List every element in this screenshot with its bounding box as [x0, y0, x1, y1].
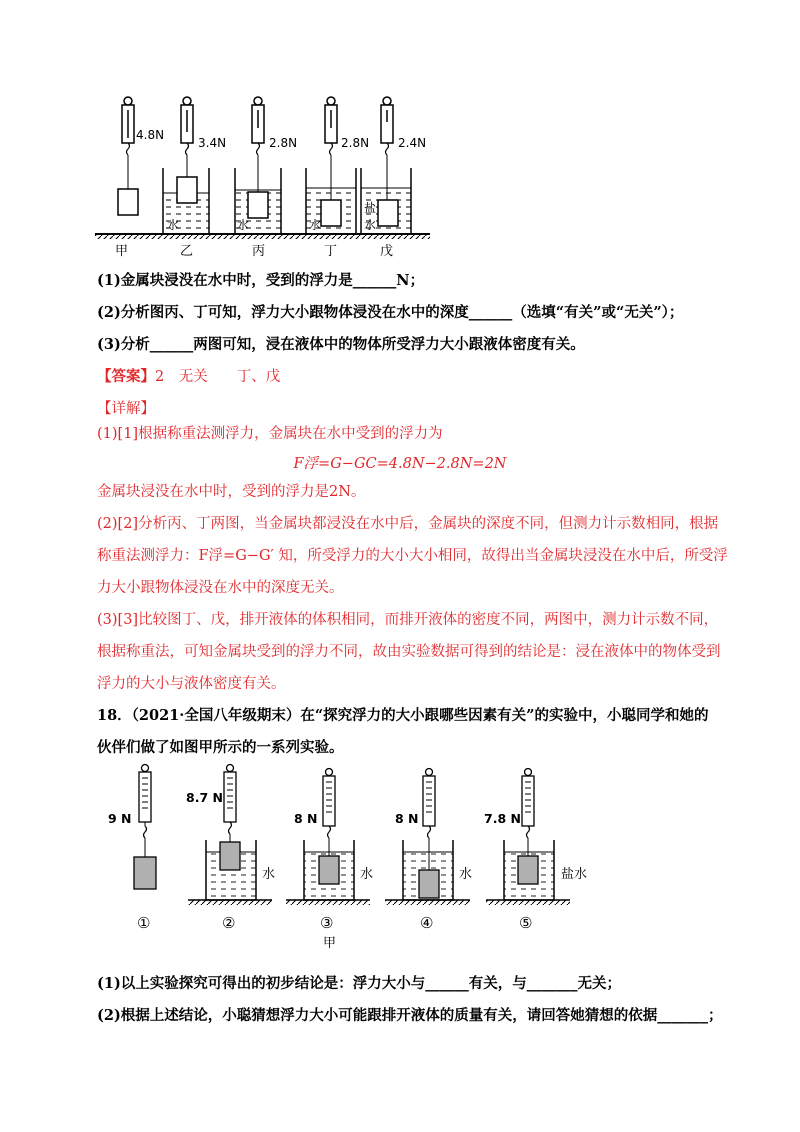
detail-p1b: 金属块浸没在水中时，受到的浮力是2N。: [97, 484, 366, 500]
problem-18-stem-a: 18．（2021·全国八年级期末）在“探究浮力的大小跟哪些因素有关”的实验中，小聪同学和她的: [97, 707, 709, 724]
setup-1: [134, 765, 156, 890]
number-3: ③: [320, 914, 334, 932]
number-1: ①: [137, 914, 151, 932]
liquid-label-2: 水: [262, 867, 276, 882]
liquid-label-5: 盐水: [561, 867, 588, 882]
label-ding: 丁: [324, 244, 338, 259]
figure-1: [95, 92, 445, 262]
formula: F浮=G−GC=4.8N−2.8N=2N: [293, 456, 507, 472]
reading-jia: 4.8N: [136, 128, 165, 142]
question-2-1: (1)以上实验探究可得出的初步结论是：浮力大小与______有关，与_______无关；: [97, 975, 622, 992]
setup-4: [385, 769, 473, 906]
answer-text: 2 无关 丁、戊: [155, 369, 281, 385]
answer-tag: 【答案】: [97, 368, 155, 385]
setup-5: [486, 769, 570, 906]
setup-jia: [118, 97, 138, 215]
reading-2: 8.7 N: [186, 790, 223, 805]
liquid-label-bing: 水: [237, 218, 250, 232]
reading-5: 7.8 N: [484, 811, 521, 826]
label-yi: 乙: [180, 244, 194, 259]
setup-bing: [235, 97, 281, 234]
detail-p1: (1)[1]根据称重法测浮力，金属块在水中受到的浮力为: [97, 426, 443, 442]
detail-p2b: 称重法测浮力：F浮=G−G′ 知，所受浮力的大小大小相同，故得出当金属块浸没在水中后，所受浮: [97, 548, 728, 564]
label-wu: 戊: [380, 244, 394, 259]
label-jia: 甲: [115, 244, 129, 259]
question-2-2: (2)根据上述结论，小聪猜想浮力大小可能跟排开液体的质量有关，请回答她猜想的依据_______；: [97, 1007, 723, 1024]
detail-tag: 【详解】: [97, 401, 155, 417]
detail-p2c: 力大小跟物体浸没在水中的深度无关。: [97, 580, 344, 596]
reading-4: 8 N: [395, 811, 419, 826]
detail-p3b: 根据称重法，可知金属块受到的浮力不同，故由实验数据可得到的结论是：浸在液体中的物体受到: [97, 644, 721, 660]
figure-2: [100, 760, 620, 955]
setup-ding: [306, 97, 356, 234]
reading-ding: 2.8N: [341, 136, 370, 150]
number-2: ②: [222, 914, 236, 932]
liquid-label-ding: 水: [309, 218, 322, 232]
question-1-3: (3)分析______两图可知，浸在液体中的物体所受浮力大小跟液体密度有关。: [97, 336, 585, 353]
liquid-label-4: 水: [459, 867, 473, 882]
number-4: ④: [420, 914, 434, 932]
reading-yi: 3.4N: [198, 136, 227, 150]
liquid-label-3: 水: [360, 867, 374, 882]
question-1-1: (1)金属块浸没在水中时，受到的浮力是______N；: [97, 272, 425, 289]
reading-3: 8 N: [294, 811, 318, 826]
detail-p3a: (3)[3]比较图丁、戊，排开液体的体积相同，而排开液体的密度不同，两图中，测力计示数不同，: [97, 612, 719, 628]
liquid-label-wu-bottom: 水: [364, 218, 377, 232]
detail-p3c: 浮力的大小与液体密度有关。: [97, 676, 286, 692]
liquid-label-yi: 水: [167, 218, 180, 232]
setup-3: [286, 769, 370, 906]
setup-yi: [163, 97, 209, 234]
setup-2: [188, 765, 272, 906]
question-1-2: (2)分析图丙、丁可知，浮力大小跟物体浸没在水中的深度______（选填“有关”或“无关”）；: [97, 304, 684, 321]
reading-bing: 2.8N: [269, 136, 298, 150]
number-5: ⑤: [519, 914, 533, 932]
detail-p2a: (2)[2]分析丙、丁两图，当金属块都浸没在水中后，金属块的深度不同，但测力计示数相同，根据: [97, 516, 719, 532]
answer-line: [97, 367, 280, 387]
problem-18-stem-b: 伙伴们做了如图甲所示的一系列实验。: [97, 739, 344, 756]
liquid-label-wu-top: 盐: [364, 201, 377, 215]
reading-wu: 2.4N: [398, 136, 427, 150]
figure-2-caption: 甲: [323, 936, 337, 951]
label-bing: 丙: [252, 244, 266, 259]
reading-1: 9 N: [108, 811, 132, 826]
